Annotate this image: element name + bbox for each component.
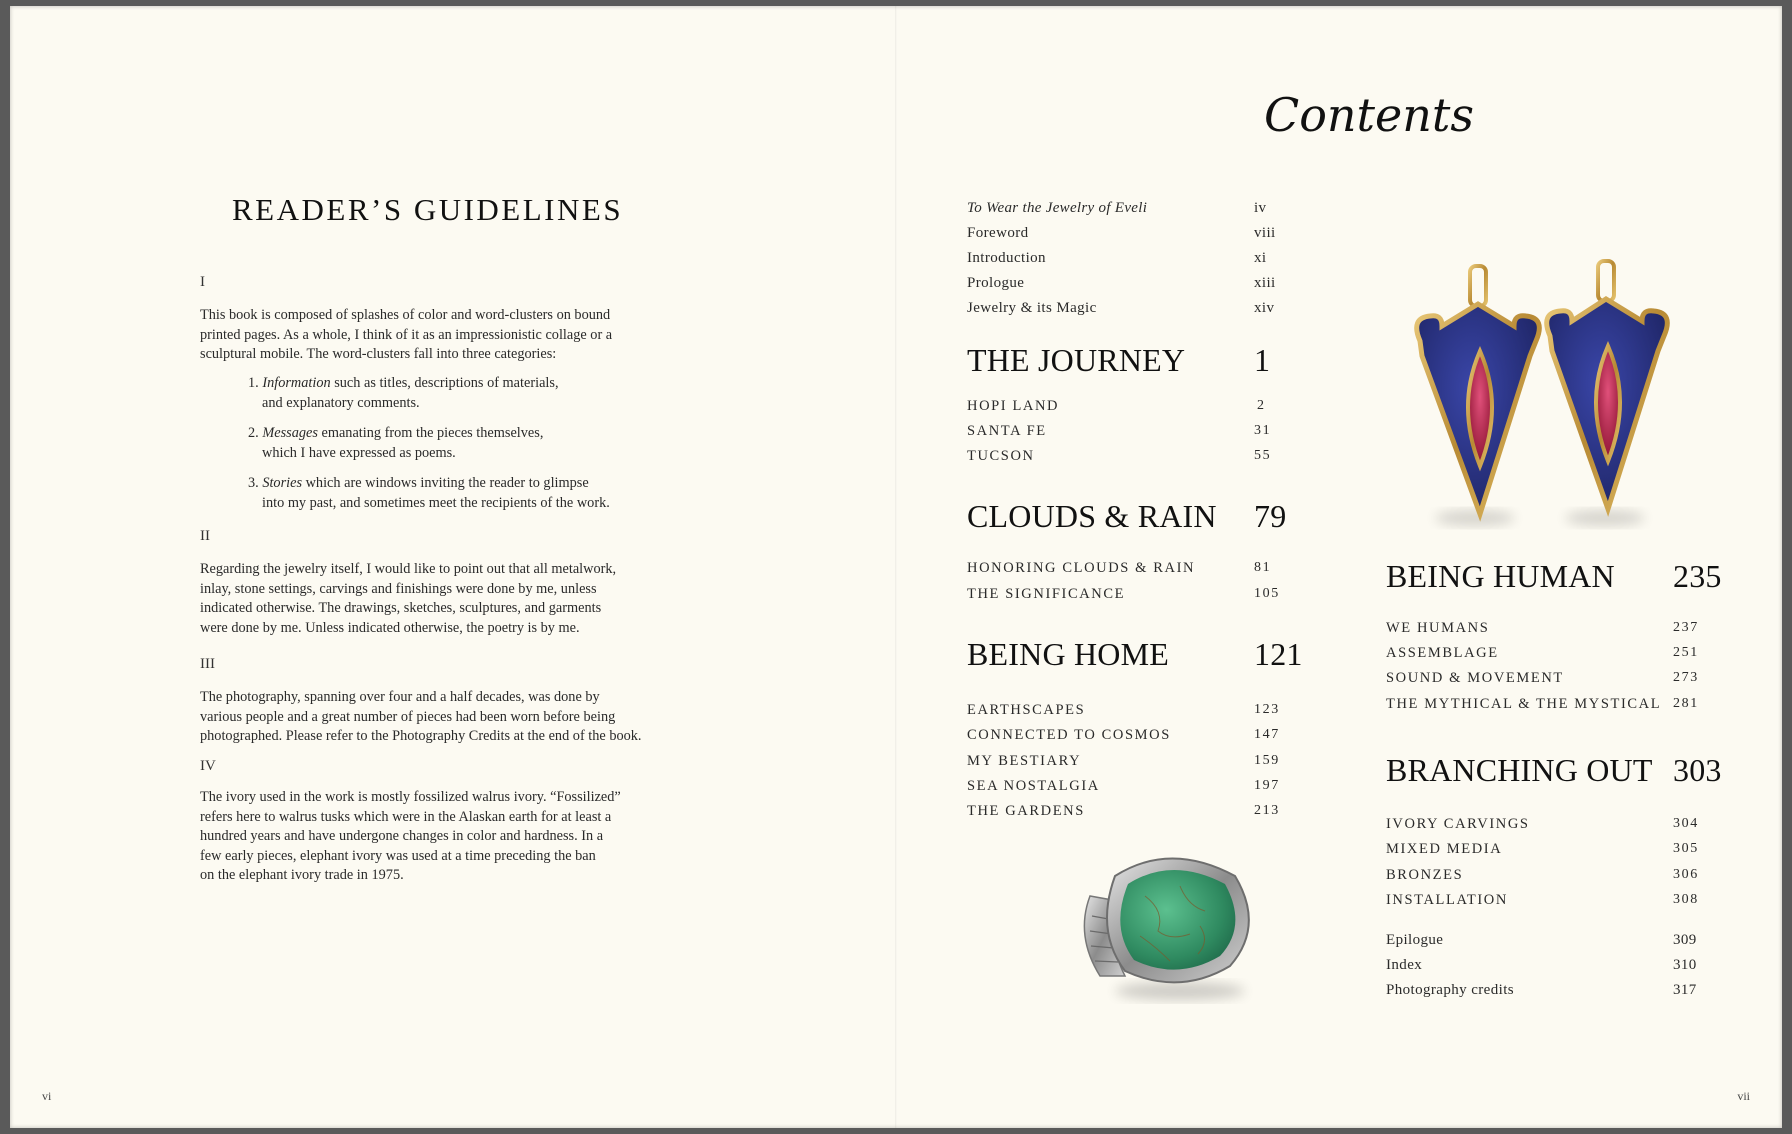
toc-entry-page: 123 (1254, 702, 1280, 717)
toc-entry-label: SANTA FE (967, 423, 1047, 439)
category-term: Messages (262, 425, 318, 441)
category-line-2: which I have expressed as poems. (262, 444, 456, 461)
book-spread (10, 6, 1782, 1128)
toc-entry-label: HONORING CLOUDS & RAIN (967, 560, 1196, 576)
paragraph-line: photographed. Please refer to the Photography Credits at the end of the book. (200, 728, 642, 744)
section-numeral-ii: II (200, 528, 210, 544)
toc-entry-page: 308 (1673, 892, 1699, 907)
paragraph-line: This book is composed of splashes of color and word-clusters on bound (200, 307, 611, 323)
paragraph-line: were done by me. Unless indicated otherwise, the poetry is by me. (200, 619, 580, 636)
toc-entry-label: SOUND & MOVEMENT (1386, 670, 1564, 686)
section-numeral-iii: III (200, 656, 215, 672)
earring-right (1547, 261, 1668, 526)
guidelines-paragraph-3 (200, 688, 740, 747)
toc-entry-page: 273 (1673, 670, 1699, 685)
paragraph-line: few early pieces, elephant ivory was used at a time preceding the ban (200, 847, 596, 864)
section-numeral-iv: IV (200, 758, 216, 774)
category-term: Information (262, 375, 331, 391)
toc-entry-page: 317 (1673, 982, 1697, 998)
toc-entry-page: xi (1254, 250, 1267, 266)
paragraph-line: hundred years and have undergone changes in color and hardness. In a (200, 828, 604, 844)
toc-section-page: 79 (1254, 498, 1287, 534)
toc-entry-label: IVORY CARVINGS (1386, 816, 1530, 832)
toc-entry-label: To Wear the Jewelry of Eveli (967, 200, 1148, 216)
toc-entry-page: 105 (1254, 586, 1280, 601)
toc-entry-page: 306 (1673, 867, 1699, 882)
guidelines-paragraph-1 (200, 306, 740, 365)
toc-entry-page: 197 (1254, 778, 1280, 793)
toc-section-title: BEING HUMAN (1386, 558, 1615, 594)
category-number: 3. (248, 475, 259, 491)
spine-gutter (895, 6, 897, 1128)
toc-entry-label: Index (1386, 957, 1423, 973)
toc-entry-label: THE GARDENS (967, 803, 1085, 819)
category-number: 2. (248, 425, 259, 441)
paragraph-line: inlay, stone settings, carvings and finishings were done by me, unless (200, 580, 597, 597)
category-term: Stories (262, 475, 303, 491)
toc-entry-page: 305 (1673, 841, 1699, 856)
toc-section-page: 235 (1673, 558, 1722, 594)
category-item-information (248, 374, 728, 413)
page-number-left: vi (42, 1089, 52, 1103)
toc-entry-label: EARTHSCAPES (967, 702, 1086, 718)
toc-entry-label: THE SIGNIFICANCE (967, 586, 1126, 602)
paragraph-line: The photography, spanning over four and a half decades, was done by (200, 689, 600, 705)
toc-entry-label: ASSEMBLAGE (1386, 645, 1499, 661)
toc-entry-page: 31 (1254, 423, 1272, 438)
toc-entry-page: 251 (1673, 645, 1699, 660)
turquoise-ring-image (1070, 836, 1270, 1006)
toc-section-title: BRANCHING OUT (1386, 752, 1653, 788)
toc-entry-label: Epilogue (1386, 932, 1444, 948)
toc-entry-page: xiii (1254, 275, 1276, 291)
paragraph-line: printed pages. As a whole, I think of it as an impressionistic collage or a (200, 326, 613, 343)
toc-entry-label: Foreword (967, 225, 1029, 241)
toc-entry-page: 281 (1673, 696, 1699, 711)
section-numeral-i: I (200, 274, 205, 290)
toc-entry-label: SEA NOSTALGIA (967, 778, 1100, 794)
toc-entry-page: 2 (1257, 398, 1266, 413)
toc-entry-page: 55 (1254, 448, 1272, 463)
toc-entry-page: viii (1254, 225, 1276, 241)
toc-entry-page: 147 (1254, 727, 1280, 742)
toc-section-title: THE JOURNEY (967, 342, 1186, 378)
toc-entry-label: BRONZES (1386, 867, 1464, 883)
toc-entry-label: Introduction (967, 250, 1046, 266)
category-description: emanating from the pieces themselves, (317, 425, 544, 441)
guidelines-title: READER’S GUIDELINES (232, 192, 624, 227)
toc-entry-label: HOPI LAND (967, 398, 1060, 414)
toc-entry-label: THE MYTHICAL & THE MYSTICAL (1386, 696, 1662, 712)
toc-entry-label: Photography credits (1386, 982, 1514, 998)
category-description: such as titles, descriptions of materials, (330, 375, 559, 391)
category-description: which are windows inviting the reader to glimpse (302, 475, 589, 491)
toc-entry-page: 309 (1673, 932, 1697, 948)
page-number-right: vii (1737, 1089, 1750, 1103)
toc-entry-page: 159 (1254, 753, 1280, 768)
category-item-messages (248, 424, 728, 463)
toc-section-page: 1 (1254, 342, 1271, 378)
category-item-stories (248, 474, 728, 513)
toc-entry-label: MIXED MEDIA (1386, 841, 1503, 857)
toc-section-title: CLOUDS & RAIN (967, 498, 1217, 534)
toc-entry-label: Jewelry & its Magic (967, 300, 1097, 316)
category-line-2: and explanatory comments. (262, 394, 420, 411)
toc-entry-page: 81 (1254, 560, 1272, 575)
contents-title: Contents (1264, 88, 1474, 142)
toc-entry-label: Prologue (967, 275, 1025, 291)
toc-entry-page: 237 (1673, 620, 1699, 635)
paragraph-line: The ivory used in the work is mostly fossilized walrus ivory. “Fossilized” (200, 789, 621, 805)
toc-entry-page: 304 (1673, 816, 1699, 831)
toc-entry-label: WE HUMANS (1386, 620, 1490, 636)
guidelines-paragraph-2 (200, 560, 740, 638)
toc-section-page: 121 (1254, 636, 1303, 672)
paragraph-line: sculptural mobile. The word-clusters fall into three categories: (200, 346, 557, 362)
paragraph-line: on the elephant ivory trade in 1975. (200, 867, 404, 883)
toc-entry-label: CONNECTED TO COSMOS (967, 727, 1171, 743)
category-line-2: into my past, and sometimes meet the recipients of the work. (262, 494, 610, 511)
toc-section-title: BEING HOME (967, 636, 1169, 672)
toc-section-page: 303 (1673, 752, 1722, 788)
category-number: 1. (248, 375, 259, 391)
paragraph-line: refers here to walrus tusks which were in the Alaskan earth for at least a (200, 808, 612, 825)
paragraph-line: indicated otherwise. The drawings, sketches, sculptures, and garments (200, 600, 602, 616)
toc-entry-label: INSTALLATION (1386, 892, 1508, 908)
toc-entry-page: 213 (1254, 803, 1280, 818)
earrings-image (1380, 256, 1700, 536)
paragraph-line: Regarding the jewelry itself, I would like to point out that all metalwork, (200, 561, 617, 577)
toc-entry-page: 310 (1673, 957, 1697, 973)
toc-entry-label: MY BESTIARY (967, 753, 1082, 769)
toc-entry-label: TUCSON (967, 448, 1035, 464)
earring-left (1417, 266, 1540, 526)
paragraph-line: various people and a great number of pieces had been worn before being (200, 708, 616, 725)
toc-entry-page: xiv (1254, 300, 1275, 316)
toc-entry-page: iv (1254, 200, 1267, 216)
guidelines-paragraph-4 (200, 788, 740, 886)
